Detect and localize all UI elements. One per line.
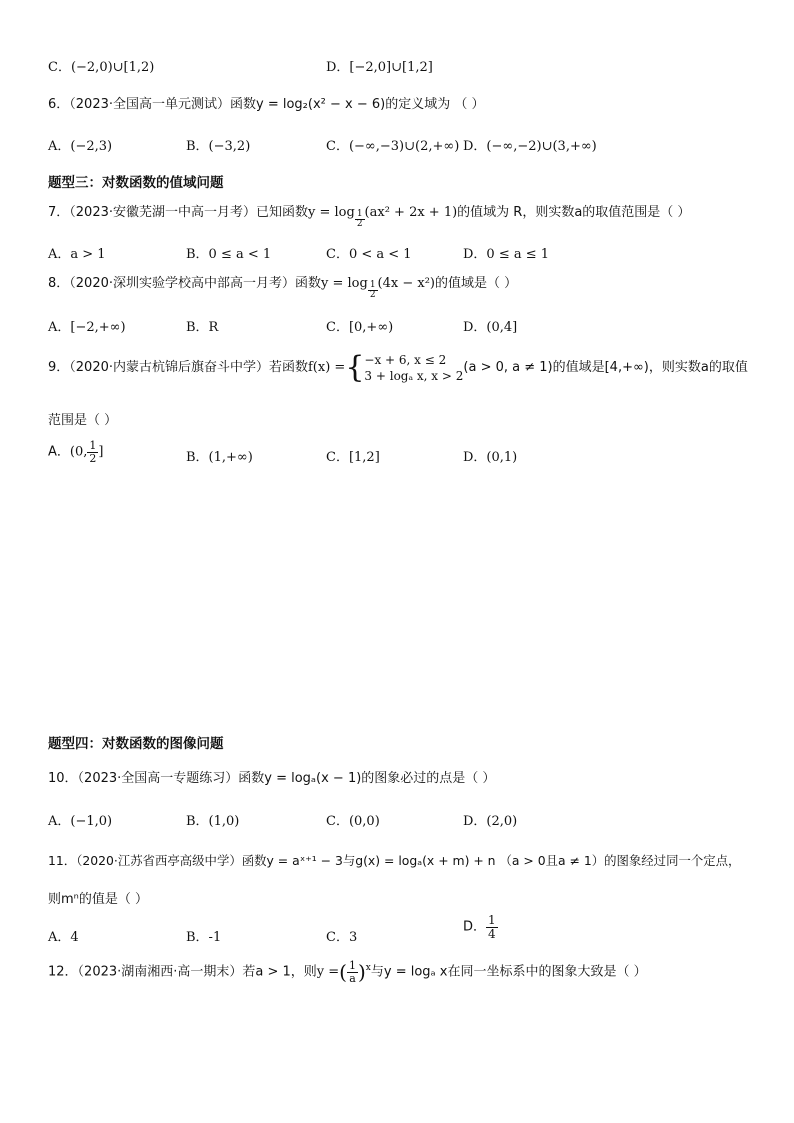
q6-option-b: B．(−3,2) [186, 139, 251, 154]
q8-option-a: A．[−2,+∞) [48, 320, 126, 335]
section-heading-3: 题型三：对数函数的值域问题 [48, 175, 224, 191]
q9-stem-suffix: (a > 0, a ≠ 1)的值域是[4,+∞)，则实数a的取值 [463, 360, 748, 375]
q7-option-c: C．0 < a < 1 [326, 247, 412, 262]
q8-option-d: D．(0,4] [463, 320, 518, 335]
q8-log-base-den: 2 [369, 290, 376, 300]
q10-option-c: C．(0,0) [326, 814, 380, 829]
q10-stem: 10．（2023·全国高一专题练习）函数y = logₐ(x − 1)的图象必过的点是（ ） [48, 771, 496, 786]
q7-formula-post: (ax² + 2x + 1) [364, 205, 458, 220]
q10-option-a: A．(−1,0) [48, 814, 113, 829]
q9-option-a-frac [87, 440, 98, 464]
q6-stem: 6．（2023·全国高一单元测试）函数y = log₂(x² − x − 6)的定义域为 （ ） [48, 97, 485, 112]
q9-fx: f(x) = [308, 360, 346, 375]
q9-brace: { [345, 350, 365, 385]
q5-option-d: D．[−2,0]∪[1,2] [326, 60, 433, 75]
q7-option-b: B．0 ≤ a < 1 [186, 247, 272, 262]
q7-option-d: D．0 ≤ a ≤ 1 [463, 247, 550, 262]
q8-option-c: C．[0,+∞) [326, 320, 394, 335]
q7-stem-suffix: 的值域为 R，则实数a的取值范围是（ ） [457, 205, 691, 220]
q11-option-a: A．4 [48, 930, 79, 945]
q8-stem [48, 272, 517, 300]
q7-stem-prefix: 7．（2023·安徽芜湖一中高一月考）已知函数 [48, 205, 308, 220]
q7-option-a: A．a > 1 [48, 247, 106, 262]
q11-option-b: B．-1 [186, 930, 222, 945]
q12-exponent: x [365, 963, 371, 974]
q11-option-d-num: 1 [488, 913, 496, 927]
q5-option-c: C．(−2,0)∪[1,2) [48, 60, 155, 75]
section-heading-4: 题型四：对数函数的图像问题 [48, 736, 224, 752]
q9-option-a-label: A． [48, 444, 70, 460]
q7-log-base-num: 1 [356, 208, 363, 219]
q12-frac-den: a [349, 971, 356, 985]
q12-frac [347, 960, 358, 984]
q11-option-d-frac [486, 914, 498, 940]
q7-log-base [355, 210, 365, 230]
q10-option-d: D．(2,0) [463, 814, 518, 829]
q8-stem-suffix: 的值域是（ ） [435, 276, 518, 291]
q11-option-c: C．3 [326, 930, 358, 945]
q7-formula-pre: y = log [308, 205, 355, 220]
q11-option-d-label: D． [463, 919, 487, 935]
q9-option-c: C．[1,2] [326, 450, 380, 465]
q12-stem-prefix: 12．（2023·湖南湘西·高一期末）若a > 1，则 [48, 964, 317, 980]
q9-case-1: −x + 6, x ≤ 2 [364, 352, 447, 367]
q11-option-d [463, 914, 498, 940]
q9-option-a-close: ] [98, 444, 104, 460]
q9-cases [364, 352, 463, 384]
q9-option-d: D．(0,1) [463, 450, 518, 465]
q7-stem [48, 201, 690, 229]
q6-option-a: A．(−2,3) [48, 139, 113, 154]
q8-formula-post: (4x − x²) [377, 276, 435, 291]
q6-option-c: C．(−∞,−3)∪(2,+∞) [326, 139, 460, 154]
q9-option-b: B．(1,+∞) [186, 450, 253, 465]
q9-option-a-num: 1 [89, 439, 97, 452]
q12-frac-num: 1 [348, 959, 356, 972]
q12-paren-open: ( [339, 960, 347, 985]
q9-stem-prefix: 9．（2020·内蒙古杭锦后旗奋斗中学）若函数 [48, 360, 308, 375]
q10-option-b: B．(1,0) [186, 814, 240, 829]
q7-log-base-den: 2 [356, 219, 363, 229]
q8-log-base [368, 281, 378, 301]
q9-option-a [48, 440, 103, 464]
q11-stem-line2: 则mⁿ的值是（ ） [48, 892, 148, 907]
q6-option-d: D．(−∞,−2)∪(3,+∞) [463, 139, 597, 154]
q9-stem-line2: 范围是（ ） [48, 413, 118, 428]
q9-option-a-den: 2 [89, 451, 97, 465]
q12-paren-close: ) [357, 960, 366, 985]
q8-formula-pre: y = log [321, 276, 368, 291]
q8-option-b: B．R [186, 320, 219, 335]
q12-stem [48, 960, 647, 984]
q12-y-eq: y = [316, 964, 340, 980]
q9-stem [48, 350, 748, 385]
q11-stem: 11．（2020·江苏省西亭高级中学）函数y = aˣ⁺¹ − 3与g(x) = logₐ(x + m) + n （a > 0且a ≠ 1）的图象经过同一个定点， [48, 853, 741, 868]
q9-option-a-open: (0, [69, 444, 88, 460]
q8-log-base-num: 1 [369, 279, 376, 290]
q9-case-2: 3 + logₐ x, x > 2 [364, 368, 464, 383]
q11-option-d-den: 4 [488, 926, 496, 941]
q8-stem-prefix: 8．（2020·深圳实验学校高中部高一月考）函数 [48, 276, 321, 291]
q12-stem-mid: 与y = logₐ x在同一坐标系中的图象大致是（ ） [370, 964, 647, 980]
